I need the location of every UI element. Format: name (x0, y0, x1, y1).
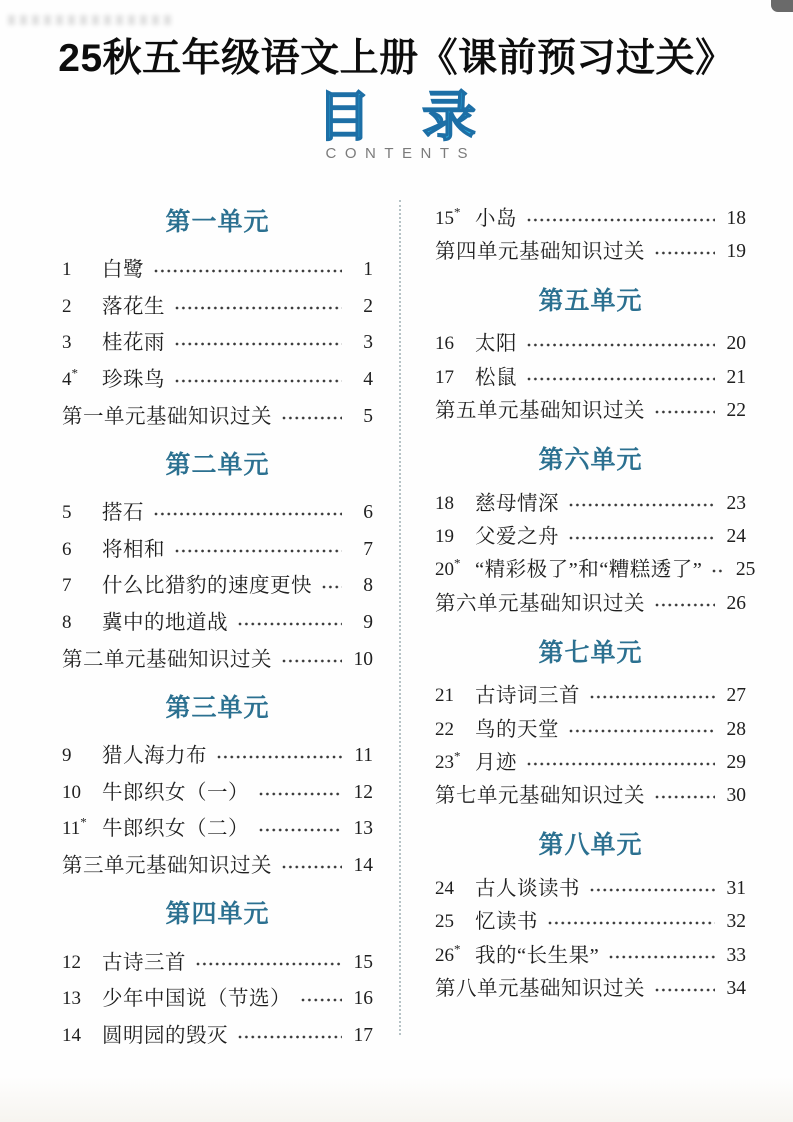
dot-leader (712, 569, 724, 573)
entry-title: 珍珠鸟 (102, 369, 165, 392)
toc-entry-row (435, 361, 746, 394)
entry-number: 19 (435, 526, 454, 548)
entry-number: 5 (62, 502, 72, 524)
toc-entry-row (435, 972, 746, 1005)
toc-entry-row (62, 289, 373, 326)
unit-heading: 第一单元 (165, 208, 270, 236)
dot-leader (238, 1035, 342, 1039)
entry-title: 第五单元基础知识过关 (435, 400, 645, 423)
entry-title: 父爱之舟 (475, 526, 559, 549)
entry-title: 我的“长生果” (475, 944, 600, 967)
entry-number: 3 (62, 332, 72, 354)
entry-title: 牛郎织女（二） (102, 818, 249, 841)
entry-number: 18 (435, 492, 454, 514)
entry-page-number: 33 (726, 944, 746, 966)
entry-title: 圆明园的毁灭 (102, 1024, 228, 1047)
toc-subtitle: CONTENTS (325, 145, 476, 162)
entry-page-number: 7 (363, 538, 373, 560)
entry-number: 14 (62, 1024, 81, 1046)
entry-number: 21 (435, 685, 454, 707)
toc-entry-row (435, 905, 746, 938)
toc-entry-row (62, 325, 373, 362)
toc-entry-row (435, 587, 746, 620)
toc-entry-row (435, 780, 746, 813)
entry-page-number: 20 (726, 333, 746, 355)
entry-number: 23* (435, 748, 461, 773)
dot-leader (569, 729, 715, 733)
entry-page-number: 30 (726, 785, 746, 807)
toc-entry-row (62, 252, 373, 289)
toc-entry-row (435, 746, 746, 779)
entry-number: 11* (62, 815, 87, 840)
entry-title: 第一单元基础知识过关 (62, 405, 272, 428)
toc-entry-row (435, 520, 746, 553)
dot-leader (655, 603, 715, 607)
entry-page-number: 21 (726, 366, 746, 388)
entry-page-number: 13 (353, 818, 373, 840)
entry-title: 白鹭 (102, 259, 144, 282)
toc-section (435, 830, 746, 1006)
lesson-star-marker: * (454, 556, 461, 572)
toc-section (62, 899, 373, 1054)
toc-column-left (62, 192, 405, 1066)
toc-entry-row (62, 641, 373, 678)
entry-page-number: 26 (726, 592, 746, 614)
lesson-star-marker: * (454, 941, 461, 957)
dot-leader (175, 379, 342, 383)
entry-number: 13 (62, 988, 81, 1010)
toc-entry-row (435, 235, 746, 268)
entry-title: 少年中国说（节选） (102, 988, 291, 1011)
entry-page-number: 31 (726, 877, 746, 899)
toc-entry-row (62, 568, 373, 605)
entry-page-number: 2 (363, 295, 373, 317)
entry-page-number: 19 (726, 241, 746, 263)
dot-leader (322, 585, 342, 589)
entry-title: “精彩极了”和“糟糕透了” (475, 559, 703, 582)
dot-leader (655, 410, 715, 414)
entry-title: 古诗三首 (102, 951, 186, 974)
entry-page-number: 8 (363, 575, 373, 597)
entry-number: 15* (435, 204, 461, 229)
toc-section (435, 638, 746, 814)
entry-number: 6 (62, 538, 72, 560)
toc-entry-row (435, 328, 746, 361)
entry-number: 9 (62, 745, 72, 767)
toc-entry-row (62, 605, 373, 642)
entry-page-number: 14 (353, 855, 373, 877)
entry-page-number: 22 (726, 400, 746, 422)
entry-title: 什么比猎豹的速度更快 (102, 575, 312, 598)
entry-page-number: 29 (726, 751, 746, 773)
toc-entry-row (62, 495, 373, 532)
dot-leader (590, 695, 715, 699)
entry-title: 第二单元基础知识过关 (62, 648, 272, 671)
entry-title: 慈母情深 (475, 492, 559, 515)
toc-entry-row (62, 981, 373, 1018)
dot-leader (527, 343, 715, 347)
entry-page-number: 32 (726, 911, 746, 933)
entry-page-number: 23 (726, 492, 746, 514)
entry-page-number: 18 (726, 207, 746, 229)
entry-number: 20* (435, 556, 461, 581)
entry-page-number: 10 (353, 648, 373, 670)
entry-page-number: 15 (353, 951, 373, 973)
entry-title: 搭石 (102, 502, 144, 525)
entry-page-number: 12 (353, 781, 373, 803)
dot-leader (655, 988, 715, 992)
dot-leader (175, 342, 342, 346)
unit-heading: 第八单元 (538, 831, 643, 860)
lesson-star-marker: * (454, 204, 461, 220)
entry-page-number: 6 (363, 502, 373, 524)
entry-page-number: 24 (726, 526, 746, 548)
toc-entry-row (435, 713, 746, 746)
toc-section (435, 445, 756, 621)
dot-leader (569, 503, 715, 507)
entry-number: 24 (435, 877, 454, 899)
entry-title: 冀中的地道战 (102, 612, 228, 635)
entry-title: 鸟的天堂 (475, 718, 559, 741)
toc-columns (62, 192, 756, 1066)
toc-section (435, 286, 746, 428)
dot-leader (527, 377, 715, 381)
dot-leader (609, 955, 715, 959)
entry-title: 古诗词三首 (475, 685, 580, 708)
entry-title: 第四单元基础知识过关 (435, 241, 645, 264)
dot-leader (590, 888, 715, 892)
toc-section (62, 693, 373, 884)
entry-title: 猎人海力布 (102, 745, 207, 768)
toc-title: 目 录 (316, 87, 494, 147)
dot-leader (238, 622, 342, 626)
unit-heading: 第五单元 (538, 286, 643, 315)
entry-title: 第八单元基础知识过关 (435, 977, 645, 1000)
entry-page-number: 34 (726, 977, 746, 999)
unit-heading: 第二单元 (165, 450, 270, 479)
toc-entry-row (62, 362, 373, 399)
entry-number: 2 (62, 295, 72, 317)
dot-leader (548, 921, 715, 925)
dot-leader (282, 865, 342, 869)
entry-number: 25 (435, 911, 454, 933)
unit-heading: 第七单元 (538, 638, 643, 667)
dot-leader (196, 962, 342, 966)
dot-leader (569, 536, 715, 540)
dot-leader (217, 755, 342, 759)
toc-column-right (405, 192, 756, 1066)
lesson-star-marker: * (71, 365, 78, 381)
toc-entry-row (435, 554, 756, 587)
entry-title: 古人谈读书 (475, 877, 580, 900)
entry-title: 第三单元基础知识过关 (62, 855, 272, 878)
lesson-star-marker: * (454, 748, 461, 764)
toc-section (62, 450, 373, 678)
entry-title: 忆读书 (475, 911, 538, 934)
entry-page-number: 9 (363, 612, 373, 634)
toc-entry-row (435, 395, 746, 428)
toc-entry-row (62, 532, 373, 569)
dot-leader (655, 251, 715, 255)
toc-section (62, 207, 373, 435)
scan-artifact-ghost-text (8, 15, 176, 25)
entry-page-number: 1 (363, 259, 373, 281)
lesson-star-marker: * (80, 815, 87, 831)
entry-page-number: 25 (735, 559, 756, 581)
unit-heading: 第三单元 (165, 693, 270, 722)
entry-number: 17 (435, 366, 454, 388)
entry-number: 4* (62, 365, 78, 391)
entry-number: 12 (62, 951, 81, 973)
entry-page-number: 5 (363, 405, 373, 427)
dot-leader (282, 416, 342, 420)
entry-title: 松鼠 (475, 366, 517, 389)
entry-title: 第六单元基础知识过关 (435, 592, 645, 615)
scan-artifact-corner-smudge (771, 0, 793, 12)
toc-entry-row (62, 848, 373, 885)
toc-entry-row (62, 398, 373, 435)
entry-page-number: 28 (726, 718, 746, 740)
entry-number: 7 (62, 575, 72, 597)
toc-entry-row (435, 939, 746, 972)
dot-leader (527, 218, 715, 222)
toc-entry-row (62, 944, 373, 981)
entry-title: 小岛 (475, 207, 517, 230)
entry-title: 落花生 (102, 295, 165, 318)
dot-leader (655, 795, 715, 799)
entry-title: 第七单元基础知识过关 (435, 785, 645, 808)
toc-entry-row (62, 738, 373, 775)
entry-number: 22 (435, 718, 454, 740)
entry-page-number: 11 (354, 745, 373, 767)
toc-entry-row (435, 487, 746, 520)
book-title: 25秋五年级语文上册《课前预习过关》 (58, 37, 735, 80)
dot-leader (301, 998, 342, 1002)
entry-number: 10 (62, 781, 81, 803)
dot-leader (154, 512, 342, 516)
entry-title: 将相和 (102, 538, 165, 561)
entry-title: 桂花雨 (102, 332, 165, 355)
toc-entry-row (62, 1018, 373, 1055)
dot-leader (282, 659, 342, 663)
toc-entry-row (435, 680, 746, 713)
dot-leader (259, 792, 342, 796)
entry-page-number: 3 (363, 332, 373, 354)
entry-title: 月迹 (475, 751, 517, 774)
entry-page-number: 16 (353, 988, 373, 1010)
entry-number: 26* (435, 941, 461, 966)
entry-title: 太阳 (475, 333, 517, 356)
toc-section (435, 202, 746, 269)
dot-leader (259, 828, 342, 832)
entry-number: 8 (62, 612, 72, 634)
entry-page-number: 27 (726, 685, 746, 707)
entry-page-number: 17 (353, 1024, 373, 1046)
toc-entry-row (435, 202, 746, 235)
toc-entry-row (435, 872, 746, 905)
entry-page-number: 4 (363, 369, 373, 391)
unit-heading: 第四单元 (165, 900, 270, 929)
dot-leader (175, 306, 342, 310)
dot-leader (527, 762, 715, 766)
dot-leader (175, 549, 342, 553)
dot-leader (154, 269, 342, 273)
entry-title: 牛郎织女（一） (102, 781, 249, 804)
toc-entry-row (62, 811, 373, 848)
unit-heading: 第六单元 (538, 445, 643, 474)
entry-number: 16 (435, 333, 454, 355)
toc-entry-row (62, 775, 373, 812)
entry-number: 1 (62, 259, 72, 281)
